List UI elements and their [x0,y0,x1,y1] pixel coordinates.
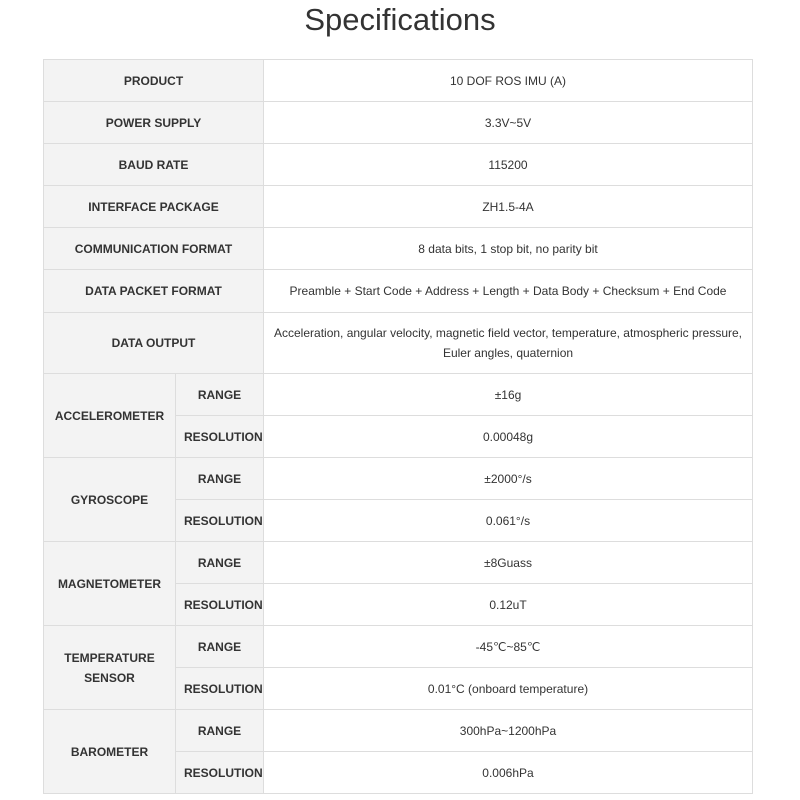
sensor-name: TEMPERATURE SENSOR [44,626,176,710]
spec-value: ZH1.5-4A [264,186,753,228]
spec-row-interface-package [44,186,753,228]
sub-label: RANGE [176,374,264,416]
spec-label: DATA OUTPUT [44,313,264,374]
spec-label: POWER SUPPLY [44,102,264,144]
spec-row-data-packet-format [44,270,753,313]
spec-row-power-supply [44,102,753,144]
spec-value: 0.01°C (onboard temperature) [264,668,753,710]
spec-value: 0.12uT [264,584,753,626]
sub-label: RESOLUTION [176,668,264,710]
specifications-table [43,59,753,794]
sensor-name: MAGNETOMETER [44,542,176,626]
spec-row-magnetometer-range [44,542,753,584]
spec-row-gyroscope-range [44,458,753,500]
spec-row-temperature-sensor-range [44,626,753,668]
sub-label: RESOLUTION [176,416,264,458]
spec-row-barometer-range [44,710,753,752]
spec-value: 10 DOF ROS IMU (A) [264,60,753,102]
spec-value: -45℃~85℃ [264,626,753,668]
spec-label: INTERFACE PACKAGE [44,186,264,228]
spec-row-data-output [44,313,753,374]
spec-label: BAUD RATE [44,144,264,186]
spec-value: 8 data bits, 1 stop bit, no parity bit [264,228,753,270]
page-title: Specifications [304,2,496,37]
spec-row-product [44,60,753,102]
sensor-name: ACCELEROMETER [44,374,176,458]
sensor-name: BAROMETER [44,710,176,794]
sub-label: RESOLUTION [176,752,264,794]
spec-value: ±16g [264,374,753,416]
spec-value: 0.00048g [264,416,753,458]
sub-label: RESOLUTION [176,584,264,626]
sub-label: RANGE [176,710,264,752]
sub-label: RANGE [176,626,264,668]
spec-row-baud-rate [44,144,753,186]
spec-label: COMMUNICATION FORMAT [44,228,264,270]
spec-row-communication-format [44,228,753,270]
spec-value: 3.3V~5V [264,102,753,144]
sub-label: RESOLUTION [176,500,264,542]
spec-row-accelerometer-range [44,374,753,416]
spec-label: DATA PACKET FORMAT [44,270,264,313]
spec-value: 0.006hPa [264,752,753,794]
spec-label: PRODUCT [44,60,264,102]
spec-value: ±2000°/s [264,458,753,500]
spec-value: Acceleration, angular velocity, magnetic field vector, temperature, atmospheric pressure, Euler angles, quaternion [264,313,753,374]
sub-label: RANGE [176,458,264,500]
spec-value: 300hPa~1200hPa [264,710,753,752]
spec-value: ±8Guass [264,542,753,584]
sub-label: RANGE [176,542,264,584]
sensor-name: GYROSCOPE [44,458,176,542]
spec-value: 0.061°/s [264,500,753,542]
spec-value: Preamble + Start Code + Address + Length + Data Body + Checksum + End Code [264,270,753,313]
spec-value: 115200 [264,144,753,186]
